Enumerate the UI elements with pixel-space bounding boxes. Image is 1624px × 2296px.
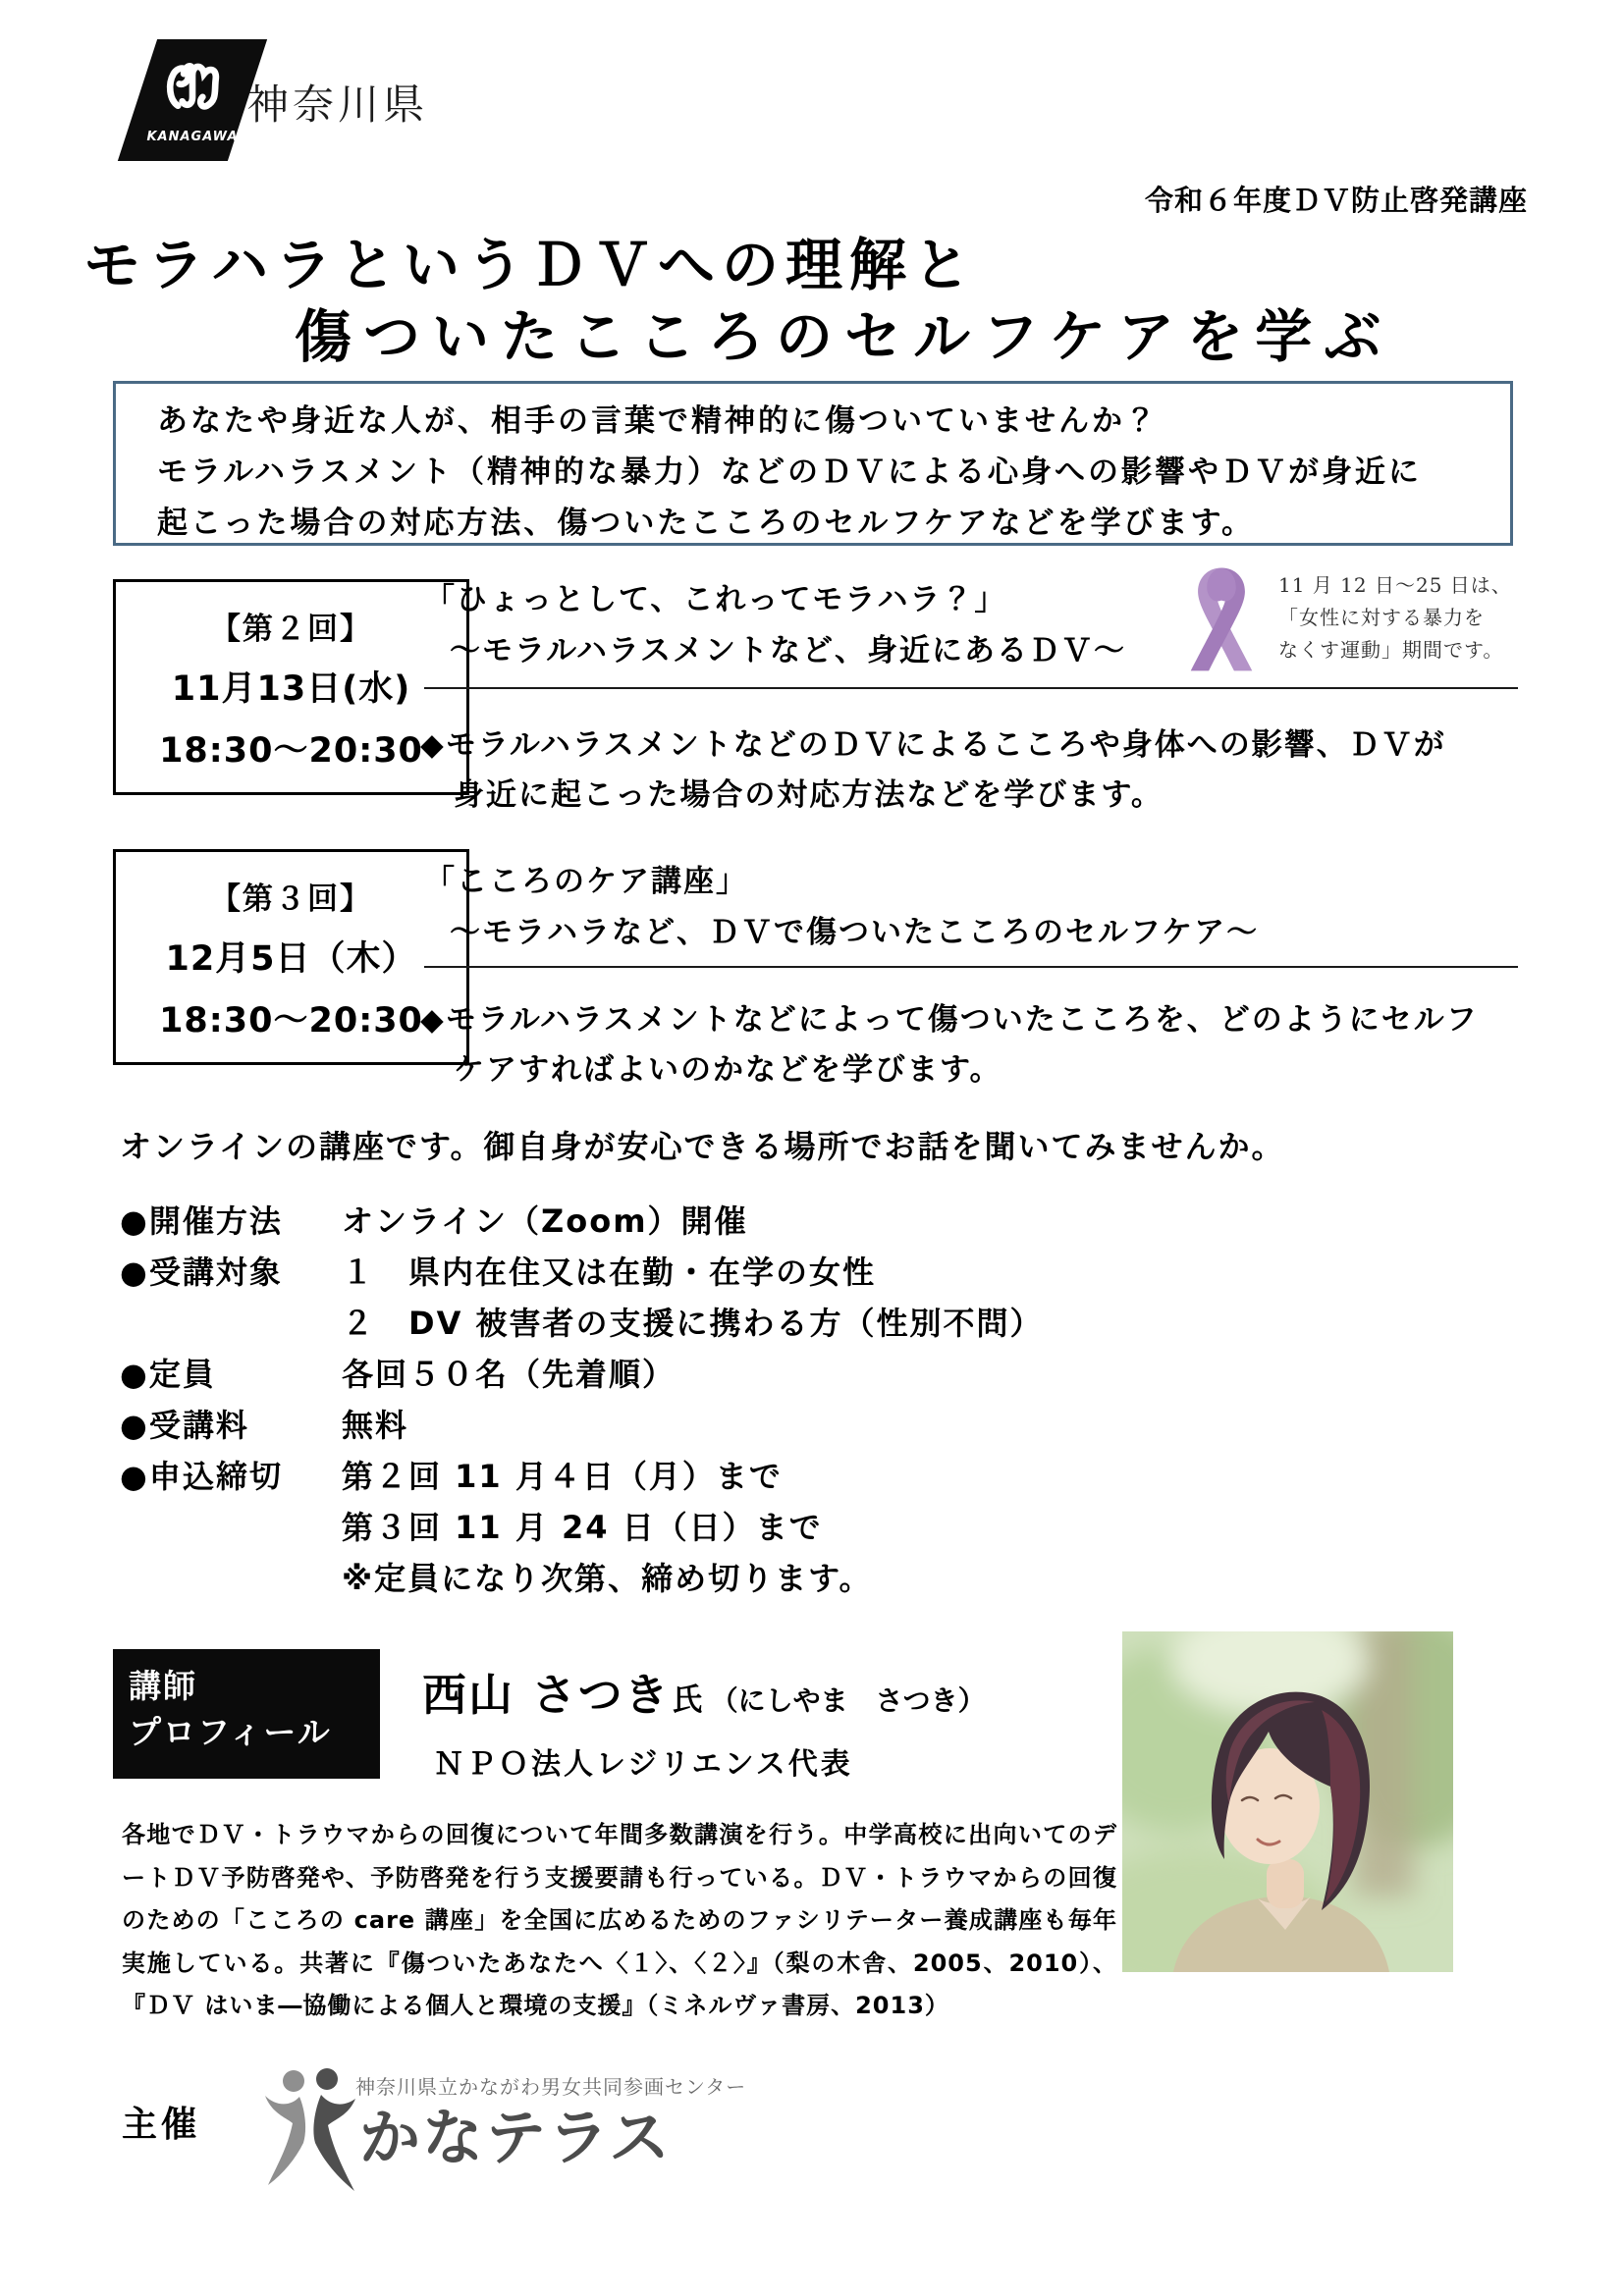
detail-value: 各回５０名（先着順） xyxy=(342,1356,677,1393)
session-1-desc-line2: 身近に起こった場合の対応方法などを学びます。 xyxy=(454,777,1164,813)
course-tag: 令和６年度ＤＶ防止啓発講座 xyxy=(1144,184,1528,217)
lecturer-furigana: （にしやま さつき） xyxy=(710,1684,986,1717)
session-1-schedule-box xyxy=(113,579,469,795)
kanagawa-crest-icon xyxy=(156,49,229,122)
ribbon-note xyxy=(1278,569,1512,667)
kanagawa-logo xyxy=(118,39,267,161)
ribbon-note-line3: なくす運動」期間です。 xyxy=(1278,638,1504,662)
session-2-round: 【第３回】 xyxy=(210,881,372,917)
lecturer-name: 西山 さつき xyxy=(422,1669,671,1721)
prefecture-name: 神奈川県 xyxy=(247,80,429,129)
intro-line1: あなたや身近な人が、相手の言葉で精神的に傷ついていませんか？ xyxy=(157,403,1159,439)
detail-label: ●受講対象 xyxy=(120,1254,283,1291)
session-1-desc-line1: ◆モラルハラスメントなどのＤＶによるこころや身体への影響、ＤＶが xyxy=(420,727,1446,763)
detail-row-fee xyxy=(120,1398,1043,1449)
detail-value: 第３回 11 月 24 日（日）まで xyxy=(342,1509,823,1546)
session-1-subtitle: ～モラルハラスメントなど、身近にあるＤＶ～ xyxy=(450,633,1126,668)
detail-label: ●定員 xyxy=(120,1356,216,1393)
kanagawa-logo-inner xyxy=(137,39,247,161)
kanagawa-logo-caption: KANAGAWA xyxy=(146,130,239,144)
session-1-divider xyxy=(424,687,1518,689)
lecturer-photo xyxy=(1122,1631,1453,1972)
intro-line3: 起こった場合の対応方法、傷ついたこころのセルフケアなどを学びます。 xyxy=(157,506,1255,541)
detail-row-deadline-1 xyxy=(120,1449,1043,1500)
intro-box xyxy=(113,381,1513,546)
detail-value: ※定員になり次第、締め切ります。 xyxy=(342,1560,873,1597)
detail-label: ●開催方法 xyxy=(120,1202,283,1240)
intro-line2: モラルハラスメント（精神的な暴力）などのＤＶによる心身への影響やＤＶが身近に xyxy=(157,454,1422,490)
ribbon-note-line1: 11 月 12 日～25 日は、 xyxy=(1278,573,1512,597)
detail-row-deadline-note xyxy=(120,1551,1043,1602)
lecturer-name-row xyxy=(422,1659,986,1723)
kanaterrace-brand: かなテラス xyxy=(359,2102,673,2173)
center-name: 神奈川県立かながわ男女共同参画センター xyxy=(355,2075,747,2099)
detail-row-audience-1 xyxy=(120,1245,1043,1296)
session-2-desc-line2: ケアすればよいのかなどを学びます。 xyxy=(454,1052,1002,1088)
session-1-time: 18:30～20:30 xyxy=(159,731,423,771)
detail-value: 第２回 11 月４日（月）まで xyxy=(342,1458,783,1495)
session-2-desc-line1: ◆モラルハラスメントなどによって傷ついたこころを、どのようにセルフ xyxy=(420,1002,1479,1038)
session-2-title: 「こころのケア講座」 xyxy=(424,864,748,899)
online-note: オンラインの講座です。御自身が安心できる場所でお話を聞いてみませんか。 xyxy=(120,1128,1285,1165)
detail-row-method xyxy=(120,1194,1043,1245)
session-2-time: 18:30～20:30 xyxy=(159,1001,423,1041)
session-2-divider xyxy=(424,966,1518,968)
host-label: 主催 xyxy=(122,2105,201,2145)
lecturer-badge-line2: プロフィール xyxy=(129,1713,332,1751)
detail-row-audience-2 xyxy=(120,1296,1043,1347)
detail-row-deadline-2 xyxy=(120,1500,1043,1551)
course-details-list xyxy=(120,1194,1043,1602)
detail-row-capacity xyxy=(120,1347,1043,1398)
detail-value: 無料 xyxy=(342,1407,409,1444)
lecturer-badge-line1: 講師 xyxy=(129,1667,197,1705)
lecturer-organization: ＮＰＯ法人レジリエンス代表 xyxy=(434,1747,853,1782)
lecturer-profile-badge xyxy=(113,1649,380,1779)
ribbon-note-line2: 「女性に対する暴力を xyxy=(1278,606,1485,629)
lecturer-bio: 各地でＤＶ・トラウマからの回復について年間多数講演を行う。中学高校に出向いてのデートＤＶ予防啓発や、予防啓発を行う支援要請も行っている。ＤＶ・トラウマからの回復のための「こころの care 講座」を全国に広めるためのファシリテーター養成講座も毎年実施している。共著に『傷ついたあなたへ〈１〉、〈２〉』（梨の木舎、2005、2010）、『ＤＶ はいま―協働による個人と環境の支援』（ミネルヴァ書房、2013） xyxy=(122,1821,1117,2019)
page-title-line2: 傷ついたこころのセルフケアを学ぶ xyxy=(295,303,1393,370)
detail-value: １ 県内在住又は在勤・在学の女性 xyxy=(342,1254,877,1291)
detail-value: ２ DV 被害者の支援に携わる方（性別不問） xyxy=(342,1305,1044,1342)
session-2-subtitle: ～モラハラなど、ＤＶで傷ついたこころのセルフケア～ xyxy=(450,915,1260,950)
detail-label: ●受講料 xyxy=(120,1407,249,1444)
session-2-date: 12月5日（木） xyxy=(165,938,417,979)
people-figures-icon xyxy=(261,2067,359,2197)
purple-ribbon-icon xyxy=(1176,560,1267,677)
session-1-date: 11月13日(水) xyxy=(171,668,411,709)
page-title-line1: モラハラというＤＶへの理解と xyxy=(83,232,978,298)
session-2-schedule-box xyxy=(113,849,469,1065)
session-1-title: 「ひょっとして、これってモラハラ？」 xyxy=(424,582,1007,617)
session-1-round: 【第２回】 xyxy=(210,612,372,647)
detail-label: ●申込締切 xyxy=(120,1458,283,1495)
lecturer-honorific: 氏 xyxy=(672,1682,703,1718)
detail-value: オンライン（Zoom）開催 xyxy=(342,1202,748,1240)
